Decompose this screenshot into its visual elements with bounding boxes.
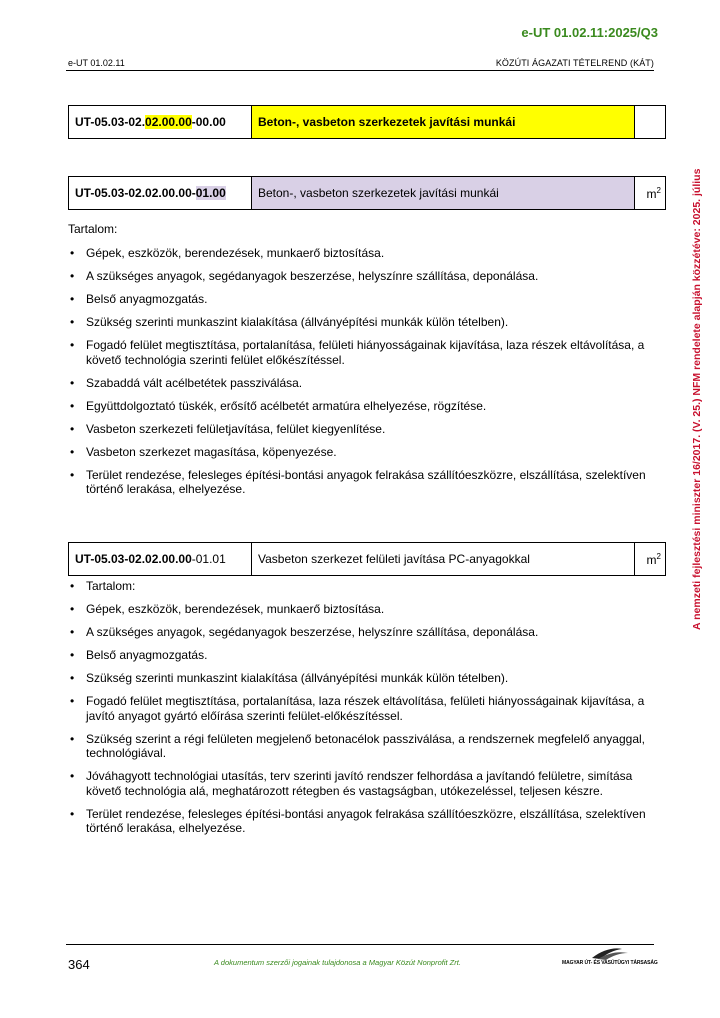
copyright-notice: A dokumentum szerzői jogainak tulajdonosa a Magyar Közút Nonprofit Zrt.: [214, 958, 461, 967]
contents-list-1: [68, 246, 658, 505]
list-item: • Szükség szerint a régi felületen megjelenő betonacélok passziválása, a rendszernek megfelelő anyaggal, technológiával.: [68, 732, 658, 761]
contents-label: Tartalom:: [68, 222, 118, 236]
document-code: e-UT 01.02.11:2025/Q3: [521, 25, 658, 40]
item-code-highlight: 01.00: [195, 186, 226, 200]
item-table-detail: [68, 542, 666, 576]
unit-exponent: 2: [656, 551, 661, 561]
page-number: 364: [68, 957, 90, 972]
item-unit-cell: [635, 543, 666, 576]
list-item: • Terület rendezése, felesleges építési-bontási anyagok felrakása szállítóeszközre, elszállítása, szelektíven történő lerakása, elhelyezése.: [68, 807, 658, 836]
list-item: • Belső anyagmozgatás.: [68, 292, 658, 307]
list-item: • Fogadó felület megtisztítása, portalanítása, felületi hiányosságainak kijavítása, laza részek eltávolítása, a követő technológia szerinti felület előkészítéssel.: [68, 338, 658, 367]
item-title-cell: Beton-, vasbeton szerkezetek javítási munkái: [252, 177, 635, 210]
item-title-cell: Beton-, vasbeton szerkezetek javítási munkái: [252, 106, 635, 139]
item-code-cell: [69, 543, 252, 576]
item-code-suffix: -00.00: [191, 115, 226, 129]
list-item: • Terület rendezése, felesleges építési-bontási anyagok felrakása szállítóeszközre, elszállítása, szelektíven történő lerakása, elhelyezése.: [68, 468, 658, 497]
side-publication-note: A nemzeti fejlesztési miniszter 16/2017. (V. 25.) NFM rendelete alapján közzétéve: 2025. július: [691, 168, 703, 630]
list-item: • Belső anyagmozgatás.: [68, 648, 658, 663]
item-code-prefix: UT-05.03-02.: [75, 115, 146, 129]
item-table-main: [68, 105, 666, 139]
society-logo-icon: [562, 946, 658, 970]
list-item: • Vasbeton szerkezet magasítása, köpenyezése.: [68, 445, 658, 460]
item-unit-cell: [635, 177, 666, 210]
header-rule: [66, 70, 654, 71]
list-item: • Szükség szerinti munkaszint kialakítása (állványépítési munkák külön tételben).: [68, 315, 658, 330]
item-code-cell: [69, 177, 252, 210]
list-item: • Szabaddá vált acélbetétek passziválása.: [68, 376, 658, 391]
item-code-cell: [69, 106, 252, 139]
list-item: • Fogadó felület megtisztítása, portalanítása, laza részek eltávolítása, felületi hiányosságainak kijavítása, a javító anyagot gyártó előírása szerinti felület-előkészítéssel.: [68, 694, 658, 723]
item-table-sub: [68, 176, 666, 210]
list-item: • Gépek, eszközök, berendezések, munkaerő biztosítása.: [68, 602, 658, 617]
item-code-highlight: 02.00.00: [145, 115, 192, 129]
list-item: • Vasbeton szerkezeti felületjavítása, felület kiegyenlítése.: [68, 422, 658, 437]
item-code-suffix: -01.01: [191, 552, 226, 566]
contents-list-2: [68, 579, 658, 844]
list-item: • Tartalom:: [68, 579, 658, 594]
item-code-bold: UT-05.03-02.02.00.00: [75, 552, 192, 566]
item-title-cell: Vasbeton szerkezet felületi javítása PC-anyagokkal: [252, 543, 635, 576]
header-right-title: KÖZÚTI ÁGAZATI TÉTELREND (KÁT): [495, 58, 654, 68]
list-item: • Jóváhagyott technológiai utasítás, terv szerinti javító rendszer felhordása a javítandó felületre, simítása követő technológia alá, meghatározott rétegben és vastagságban, utókezeléssel, teljesen készre.: [68, 769, 658, 798]
list-item: • Szükség szerinti munkaszint kialakítása (állványépítési munkák külön tételben).: [68, 671, 658, 686]
list-item: • A szükséges anyagok, segédanyagok beszerzése, helyszínre szállítása, deponálása.: [68, 269, 658, 284]
item-unit-cell: [635, 106, 666, 139]
footer-rule: [66, 944, 654, 945]
list-item: • A szükséges anyagok, segédanyagok beszerzése, helyszínre szállítása, deponálása.: [68, 625, 658, 640]
list-item: • Gépek, eszközök, berendezések, munkaerő biztosítása.: [68, 246, 658, 261]
unit-base: m: [646, 186, 657, 201]
unit-base: m: [646, 552, 657, 567]
unit-exponent: 2: [656, 185, 661, 195]
logo-text: MAGYAR ÚT- ÉS VASÚTÜGYI TÁRSASÁG: [562, 960, 658, 966]
list-item: • Együttdolgoztató tüskék, erősítő acélbetét armatúra elhelyezése, rögzítése.: [68, 399, 658, 414]
item-code-prefix: UT-05.03-02.02.00.00-: [75, 186, 196, 200]
header-left-code: e-UT 01.02.11: [68, 58, 125, 68]
